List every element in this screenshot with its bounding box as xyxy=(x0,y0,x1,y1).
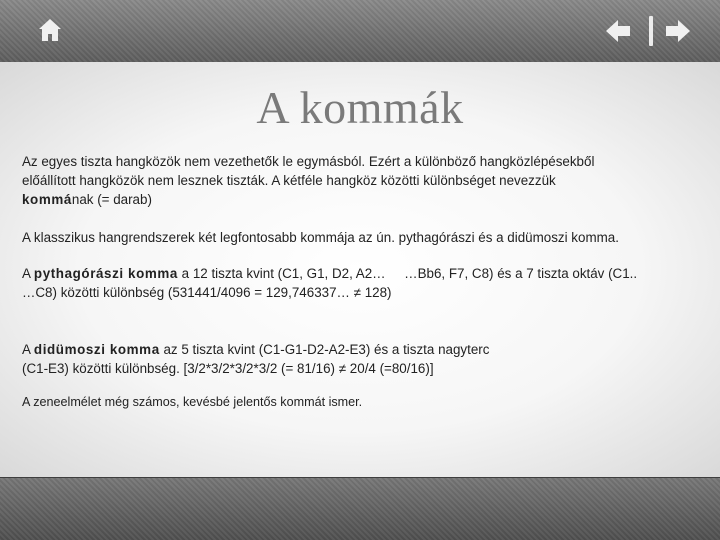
bottom-bar xyxy=(0,477,720,540)
paragraph-other-commas xyxy=(22,393,702,412)
keyword-didymus-comma: didümoszi komma xyxy=(33,342,160,357)
nav-separator xyxy=(649,16,653,46)
slide-navigation xyxy=(604,16,690,46)
paragraph-pythagorean xyxy=(22,264,702,302)
text-line: (C1-E3) közötti különbség. [3/2*3/2*3/2*3/2 (= 81/16) ≠ 20/4 (=80/16)] xyxy=(22,361,434,376)
text-line xyxy=(22,264,702,283)
arrow-left-icon[interactable] xyxy=(604,18,632,44)
keyword-pythagorean-comma: pythagórászi komma xyxy=(33,266,178,281)
text-line: A klasszikus hangrendszerek két legfontosabb kommája az ún. pythagórászi és a didümoszi komma. xyxy=(22,230,619,245)
text-line: A zeneelmélet még számos, kevésbé jelentős kommát ismer. xyxy=(22,395,363,409)
text-fragment: A xyxy=(22,266,34,281)
text-fragment: az 5 tiszta kvint (C1-G1-D2-A2-E3) és a tiszta nagyterc xyxy=(159,342,490,357)
arrow-right-icon[interactable] xyxy=(664,18,692,44)
text-fragment: nak (= darab) xyxy=(71,192,152,207)
home-icon[interactable] xyxy=(36,16,64,44)
text-line: Az egyes tiszta hangközök nem vezethetők le egymásból. Ezért a különböző hangközlépésekből xyxy=(22,154,595,169)
text-line: …C8) közötti különbség (531441/4096 = 129,746337… ≠ 128) xyxy=(22,285,392,300)
paragraph-intro xyxy=(22,152,702,209)
paragraph-didymus xyxy=(22,340,702,378)
keyword-komma: kommá xyxy=(22,192,72,207)
text-line xyxy=(22,340,702,359)
paragraph-classic xyxy=(22,228,702,247)
top-toolbar xyxy=(0,0,720,63)
slide-title: A kommák xyxy=(256,82,464,133)
text-line xyxy=(22,190,702,209)
text-fragment: A xyxy=(22,342,34,357)
text-fragment: a 12 tiszta kvint (C1, G1, D2, A2… …Bb6, F7, C8) és a 7 tiszta oktáv (C1.. xyxy=(177,266,638,281)
text-line: előállított hangközök nem lesznek tiszták. A kétféle hangköz közötti különbséget nevezzük xyxy=(22,173,556,188)
